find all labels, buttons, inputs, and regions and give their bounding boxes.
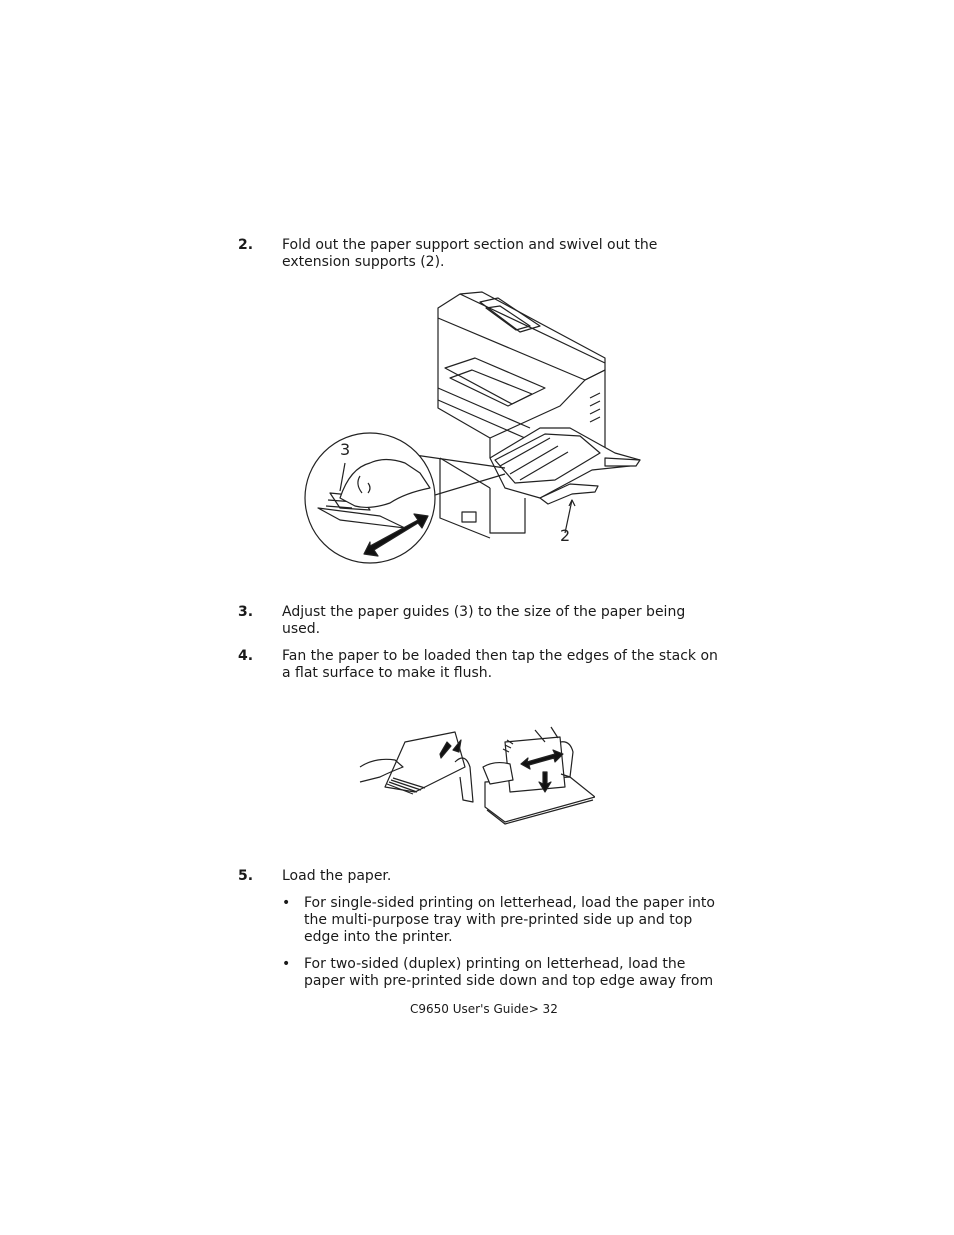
bullet-text: For single-sided printing on letterhead, load the paper into the multi-purpose tray with pre-printed side up and top edge into the printer. [304, 895, 715, 945]
step-number: 5. [238, 868, 254, 884]
fan-paper-illustration [355, 722, 595, 826]
bullet-symbol: • [282, 956, 291, 972]
step-number: 4. [238, 648, 254, 664]
bullet-text: For two-sided (duplex) printing on letterhead, load the paper with pre-printed side down and top edge away from [304, 956, 714, 989]
step-text: Load the paper. [282, 868, 392, 884]
step-number: 2. [238, 237, 254, 253]
page-footer: C9650 User's Guide> 32 [410, 1002, 558, 1016]
bullet-symbol: • [282, 895, 291, 911]
step-number: 3. [238, 604, 254, 620]
step-text: Adjust the paper guides (3) to the size of the paper being used. [282, 604, 686, 637]
step-text: Fold out the paper support section and swivel out the extension supports (2). [282, 237, 658, 270]
label-guides: 3 [340, 440, 351, 459]
label-supports: 2 [560, 526, 571, 545]
printer-tray-illustration [300, 288, 650, 568]
step-text: Fan the paper to be loaded then tap the edges of the stack on a flat surface to make it flush. [282, 648, 718, 681]
